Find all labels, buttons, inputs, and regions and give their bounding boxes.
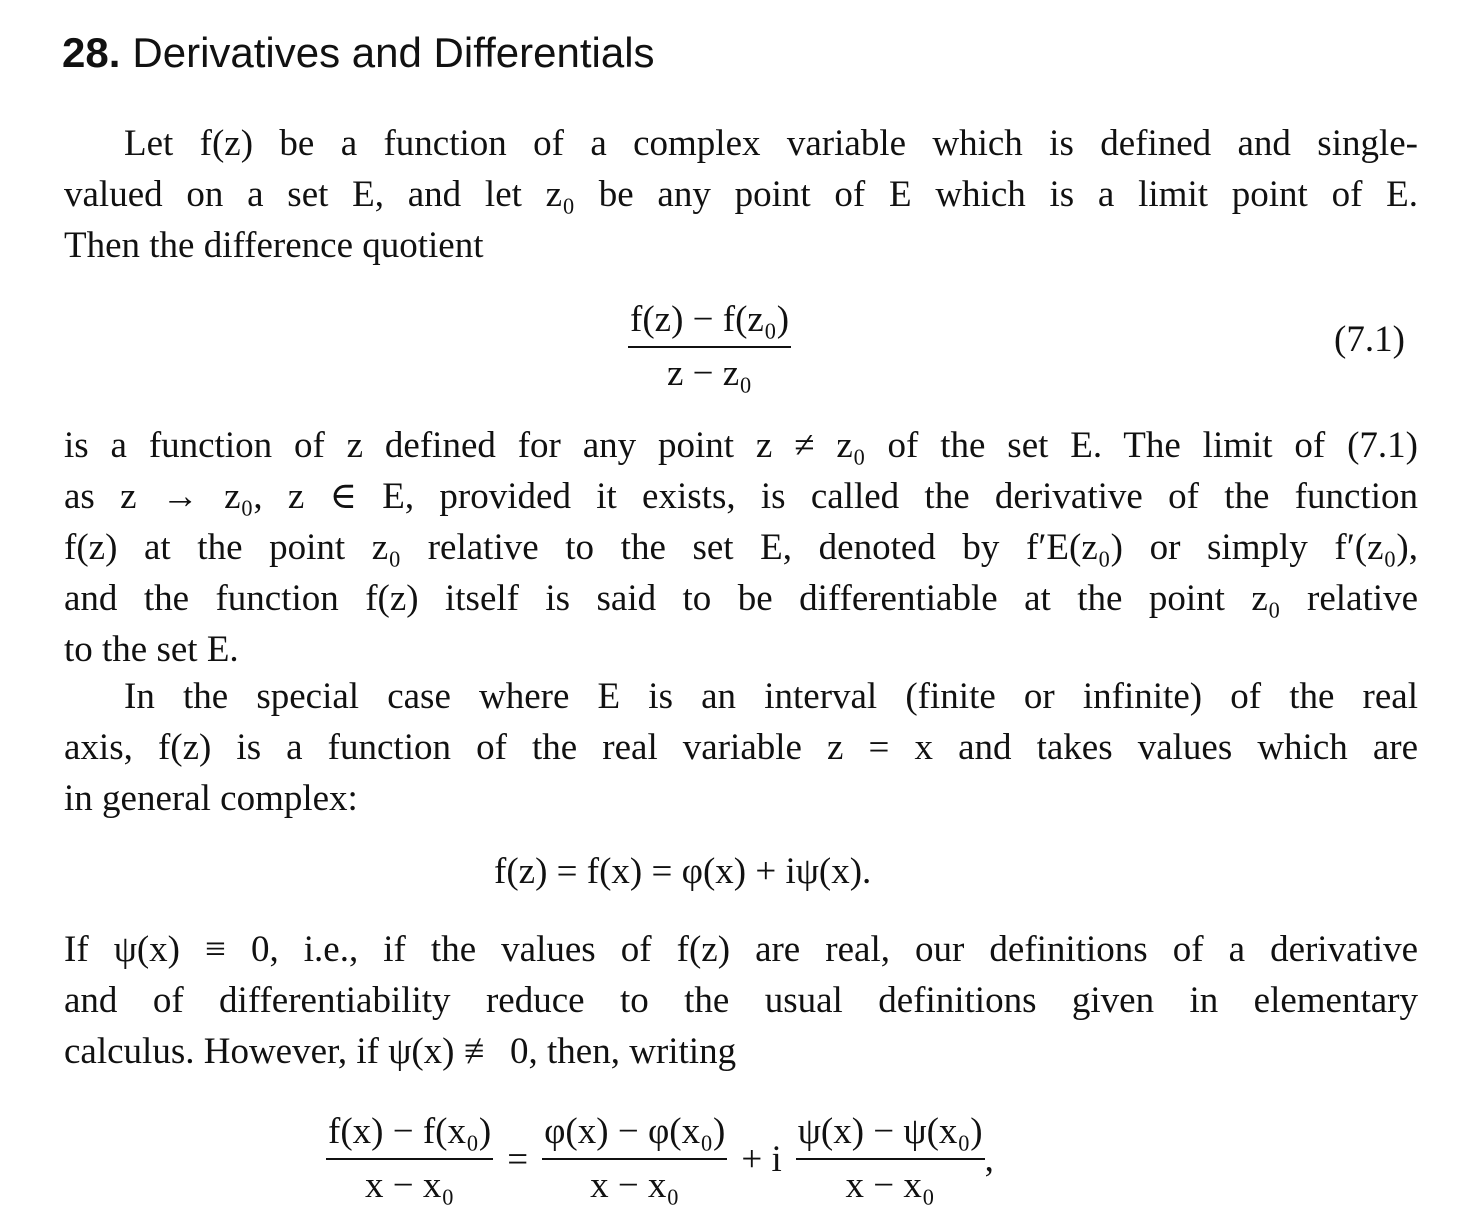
plus-i-sign: + i bbox=[741, 1138, 782, 1180]
text-line: as z → z₀, z ∈ E, provided it exists, is called the derivative of the function bbox=[64, 476, 1418, 517]
text-line: axis, f(z) is a function of the real variable z = x and takes values which are bbox=[64, 727, 1418, 768]
equation-label: (7.1) bbox=[1334, 319, 1405, 360]
text-line: f(z) at the point z₀ relative to the set E, denoted by f′E(z₀) or simply f′(z₀), bbox=[64, 527, 1418, 568]
fraction-numerator: f(z) − f(z₀) bbox=[628, 298, 791, 348]
text-line: is a function of z defined for any point z ≠ z₀ of the set E. The limit of (7.1) bbox=[64, 425, 1418, 466]
text-line: In the special case where E is an interval (finite or infinite) of the real bbox=[124, 676, 1418, 717]
lhs-fraction bbox=[326, 1110, 493, 1208]
text-line: Then the difference quotient bbox=[64, 225, 484, 266]
section-heading bbox=[62, 28, 655, 78]
equation-real-imag-split: f(z) = f(x) = φ(x) + iψ(x). bbox=[494, 851, 872, 892]
section-title: Derivatives and Differentials bbox=[132, 29, 655, 76]
fraction-numerator: φ(x) − φ(x₀) bbox=[542, 1110, 727, 1160]
fraction-numerator: f(x) − f(x₀) bbox=[326, 1110, 493, 1160]
text-line: Let f(z) be a function of a complex variable which is defined and single- bbox=[124, 123, 1418, 164]
text-line: calculus. However, if ψ(x) ≢ 0, then, writing bbox=[64, 1031, 737, 1072]
text-line: and the function f(z) itself is said to be differentiable at the point z₀ relative bbox=[64, 578, 1418, 619]
paragraph-real-valued bbox=[64, 924, 1418, 1077]
section-number: 28. bbox=[62, 29, 121, 76]
fraction-numerator: ψ(x) − ψ(x₀) bbox=[796, 1110, 985, 1160]
imag-part-fraction bbox=[796, 1110, 985, 1208]
fraction-denominator: x − x₀ bbox=[590, 1165, 680, 1206]
fraction-denominator: x − x₀ bbox=[845, 1165, 935, 1206]
real-part-fraction bbox=[542, 1110, 727, 1208]
paragraph-real-interval bbox=[64, 671, 1418, 824]
text-line: If ψ(x) ≡ 0, i.e., if the values of f(z) are real, our definitions of a derivative bbox=[64, 929, 1418, 970]
trailing-comma: , bbox=[984, 1138, 994, 1180]
paragraph-derivative-definition bbox=[64, 420, 1418, 675]
fraction-denominator: x − x₀ bbox=[364, 1165, 455, 1206]
paragraph-difference-quotient bbox=[64, 118, 1418, 271]
text-line: in general complex: bbox=[64, 778, 358, 819]
equals-sign: = bbox=[507, 1138, 529, 1180]
text-line: to the set E. bbox=[64, 629, 239, 670]
text-line: and of differentiability reduce to the usual definitions given in elementary bbox=[64, 980, 1418, 1021]
fraction-denominator: z − z₀ bbox=[666, 353, 753, 394]
equation-7-1 bbox=[628, 298, 791, 396]
equation-decomposition bbox=[326, 1110, 994, 1208]
difference-quotient-fraction bbox=[628, 298, 791, 396]
text-line: valued on a set E, and let z₀ be any point of E which is a limit point of E. bbox=[64, 174, 1418, 215]
